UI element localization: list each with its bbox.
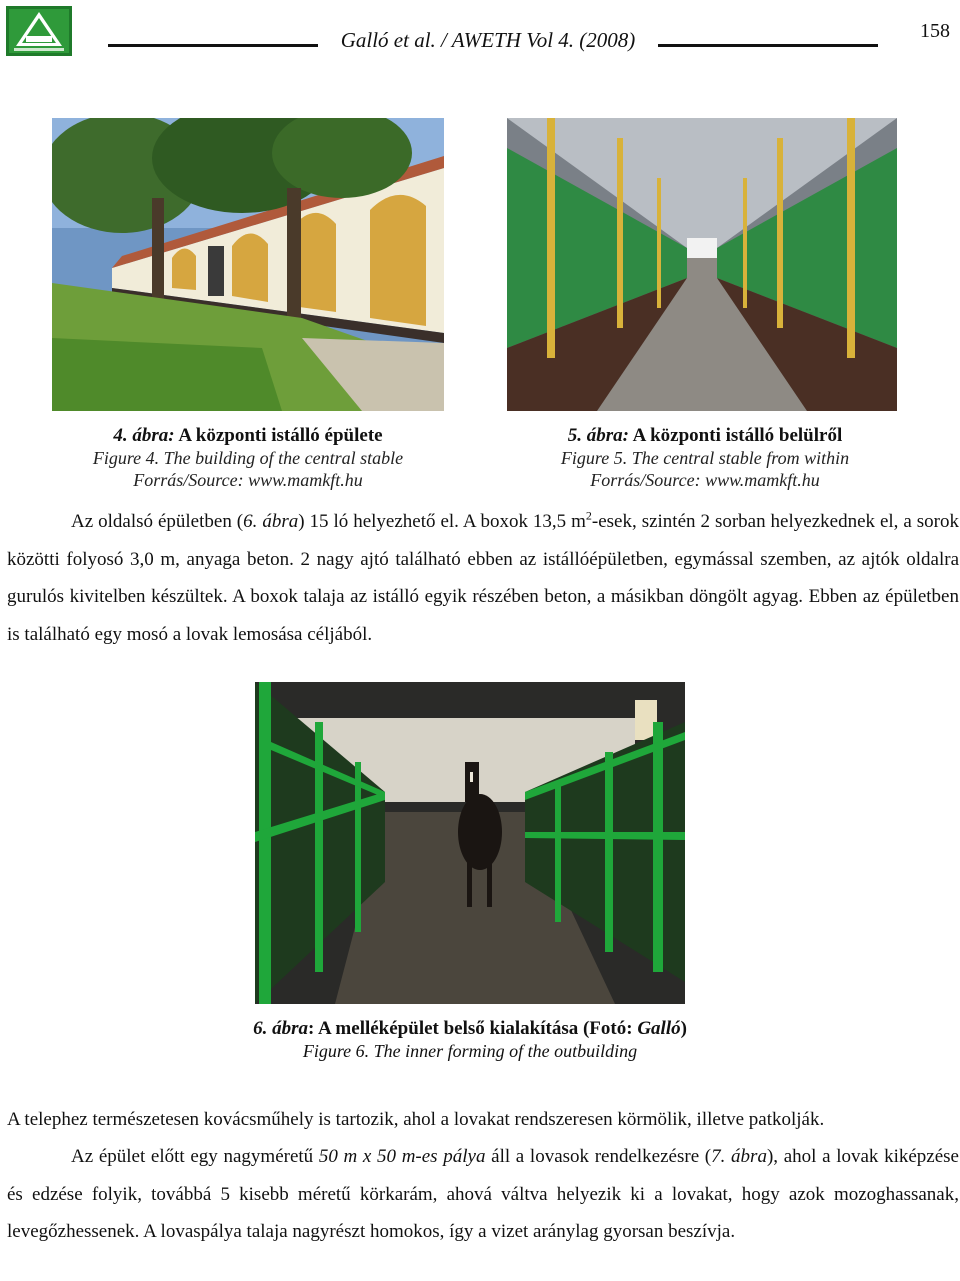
paragraph-blacksmith: A telephez természetesen kovácsműhely is tartozik, ahol a lovakat rendszeresen körmölik, illetve patkolják. <box>7 1109 825 1130</box>
stable-building-photo <box>52 118 444 411</box>
paragraph-1-superscript: 2 <box>585 508 592 523</box>
figure-5-source: Forrás/Source: www.mamkft.hu <box>590 470 820 490</box>
figure-4-source: Forrás/Source: www.mamkft.hu <box>133 470 363 490</box>
paragraph-3-text-c: ), ahol a lovak kiképzése és edzése folyik, továbbá 5 kisebb méretű körkarám, ahová váltva helyezik ki a lovakat, hogy azok mozoghassanak, levegőzhessenek. A lovaspálya talaja nagyrészt homokos, így a vizet aránylag gyorsan beszívja. <box>7 1146 959 1242</box>
paragraph-1-figure-ref: 6. ábra <box>243 511 299 532</box>
paragraph-1-text-b: ) 15 ló helyezhető el. A boxok 13,5 m <box>298 511 586 532</box>
figure-5-label: 5. ábra: <box>567 425 629 446</box>
figure-6-label: 6. ábra <box>253 1018 308 1039</box>
figure-6-caption <box>130 1018 810 1062</box>
figure-6-title <box>130 1018 810 1040</box>
figure-4-label: 4. ábra: <box>113 425 175 446</box>
paragraph-3-arena-size: 50 m x 50 m-es pálya <box>318 1146 486 1167</box>
header-rule-left <box>108 44 318 47</box>
figure-6-title-text: : A melléképület belső kialakítása (Fotó: <box>307 1018 638 1039</box>
figure-4-title-text: A központi istálló épülete <box>174 425 383 446</box>
paragraph-riding-arena <box>7 1138 959 1251</box>
aweth-logo-icon <box>6 6 72 56</box>
outbuilding-interior-horse-photo <box>255 682 685 1004</box>
figure-6-title-end: ) <box>680 1018 687 1039</box>
paragraph-3-text-a: Az épület előtt egy nagyméretű <box>71 1146 319 1167</box>
figure-4-english: Figure 4. The building of the central stable <box>92 448 404 468</box>
figure-6-author: Galló <box>637 1018 681 1039</box>
figure-6-english: Figure 6. The inner forming of the outbuilding <box>302 1041 638 1061</box>
figure-5-title <box>495 425 915 447</box>
figure-5-english: Figure 5. The central stable from within <box>560 448 850 468</box>
stable-interior-photo <box>507 118 897 411</box>
paragraph-3-figure-ref: 7. ábra <box>711 1146 767 1167</box>
page-number: 158 <box>920 20 950 42</box>
figure-5-caption <box>495 425 915 491</box>
paragraph-3-text-b: áll a lovasok rendelkezésre ( <box>485 1146 712 1167</box>
paragraph-side-building <box>7 503 959 653</box>
paragraph-1-text-a: Az oldalsó épületben ( <box>71 511 244 532</box>
paragraph-1-text-c: -esek, szintén 2 sorban helyezkednek el, a sorok közötti folyosó 3,0 m, anyaga beton. 2 nagy ajtó található ebben az istállóépületben, egymással szemben, az ajtók oldalra gurulós kivitelben készültek. A boxok talaja az istálló egyik részében beton, a másikban döngölt agyag. Ebben az épületben is található egy mosó a lovak lemosása céljából. <box>7 511 959 645</box>
figure-4-title <box>40 425 456 447</box>
figure-5-title-text: A központi istálló belülről <box>628 425 843 446</box>
journal-reference: Galló et al. / AWETH Vol 4. (2008) <box>340 28 636 52</box>
figure-4-caption <box>40 425 456 491</box>
header-rule-right <box>658 44 878 47</box>
